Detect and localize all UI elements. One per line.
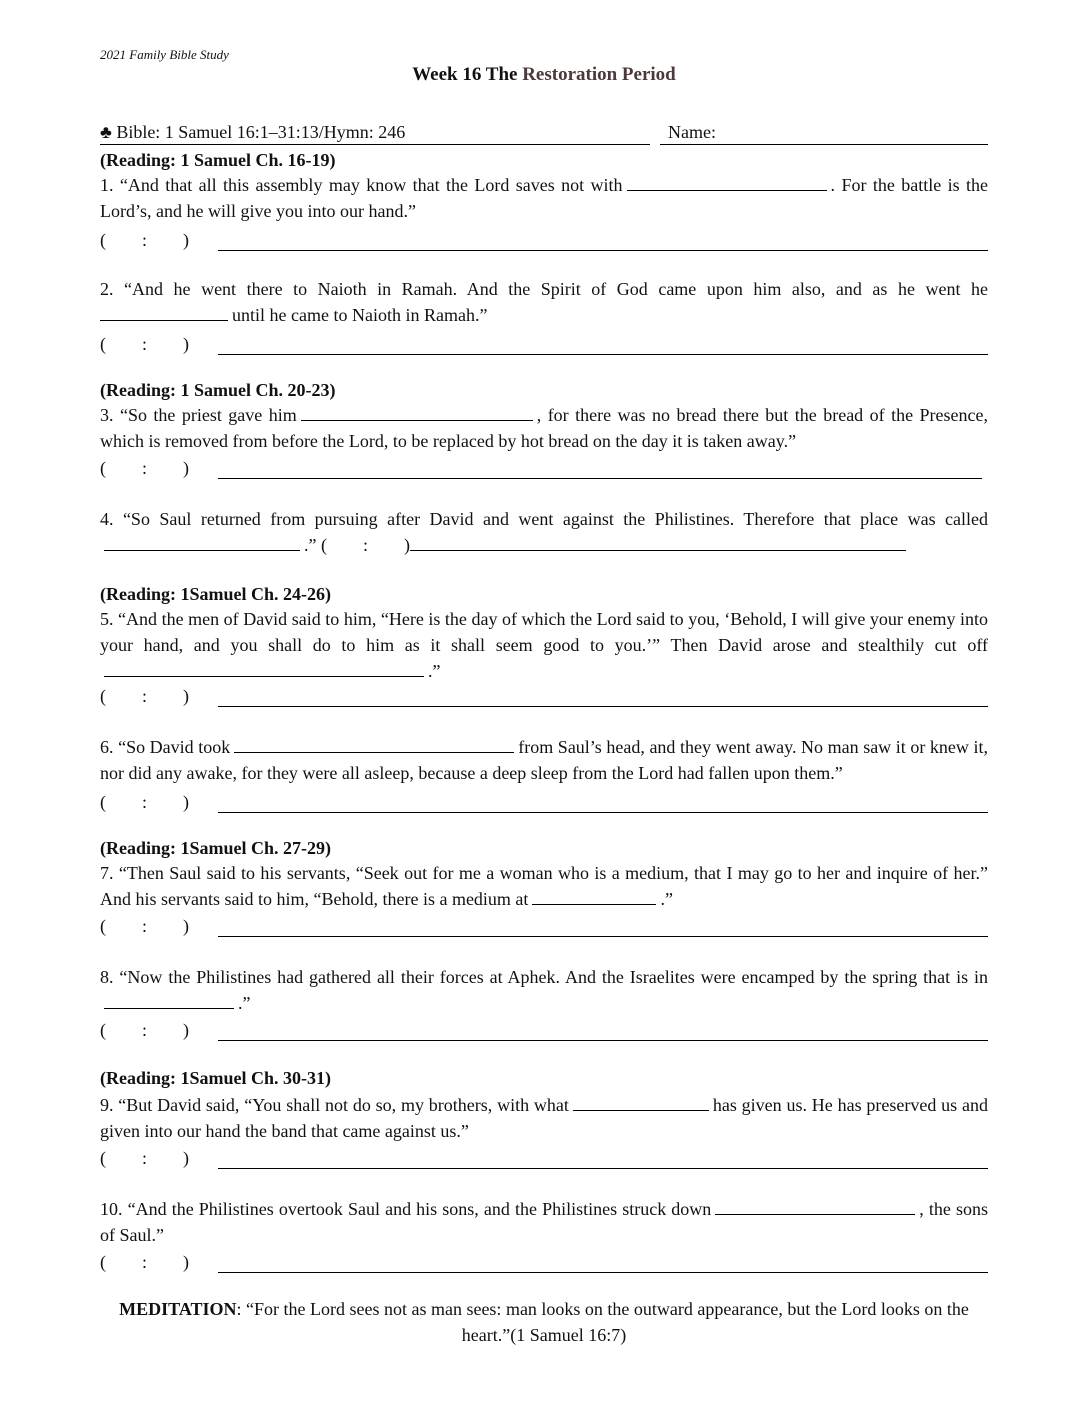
reference-row bbox=[100, 792, 988, 816]
reference-row bbox=[100, 230, 988, 254]
series-label: 2021 Family Bible Study bbox=[100, 47, 229, 62]
reference-answer-line[interactable] bbox=[218, 706, 988, 707]
reference-parens: ( : ) bbox=[100, 916, 189, 936]
question-8: 8. “Now the Philistines had gathered all their forces at Aphek. And the Israelites were encamped by the spring that is in.” bbox=[100, 967, 988, 1013]
meditation-text: : “For the Lord sees not as man sees: man looks on the outward appearance, but the Lord looks on the heart.”(1 Samuel 16:7) bbox=[236, 1299, 969, 1345]
reference-parens: ( : ) bbox=[100, 686, 189, 706]
reference-answer-line[interactable] bbox=[218, 250, 988, 251]
reference-row bbox=[100, 916, 988, 940]
reference-parens: ( : ) bbox=[100, 230, 189, 250]
answer-blank[interactable] bbox=[104, 658, 424, 677]
name-label: Name: bbox=[668, 122, 716, 142]
question-10: 10. “And the Philistines overtook Saul and his sons, and the Philistines struck down , the sons of Saul.” bbox=[100, 1196, 988, 1248]
reference-answer-line[interactable] bbox=[218, 478, 982, 479]
answer-blank[interactable] bbox=[104, 532, 300, 551]
question-9: 9. “But David said, “You shall not do so, my brothers, with what has given us. He has preserved us and given into our hand the band that came against us.” bbox=[100, 1092, 988, 1144]
reference-row bbox=[100, 1020, 988, 1044]
reference-parens: ( : ) bbox=[100, 1252, 189, 1272]
bible-reference: ♣ Bible: 1 Samuel 16:1–31:13/Hymn: 246 bbox=[100, 122, 406, 142]
reference-answer-line[interactable] bbox=[218, 1272, 988, 1273]
question-2: 2. “And he went there to Naioth in Ramah. And the Spirit of God came upon him also, and as he went he until he came to Naioth in Ramah.” bbox=[100, 279, 988, 325]
section-heading: (Reading: 1 Samuel Ch. 20-23) bbox=[100, 380, 336, 400]
reference-row bbox=[100, 334, 988, 358]
answer-blank[interactable] bbox=[104, 990, 234, 1009]
name-field[interactable] bbox=[660, 144, 988, 145]
answer-blank[interactable] bbox=[100, 302, 228, 321]
reference-row bbox=[100, 686, 988, 710]
reference-answer-line[interactable] bbox=[218, 1168, 988, 1169]
meditation-label: MEDITATION bbox=[119, 1299, 237, 1319]
title-prefix: Week 16 The bbox=[412, 64, 523, 85]
reference-parens: ( : ) bbox=[100, 458, 189, 478]
question-7: 7. “Then Saul said to his servants, “Seek out for me a woman who is a medium, that I may go to her and inquire of her.” And his servants said to him, “Behold, there is a medium at .” bbox=[100, 863, 988, 909]
answer-blank[interactable] bbox=[301, 402, 533, 421]
reference-row bbox=[100, 1148, 988, 1172]
reference-answer-line[interactable] bbox=[218, 354, 988, 355]
reference-answer-line[interactable] bbox=[218, 1040, 988, 1041]
reference-parens: ( : ) bbox=[321, 535, 410, 555]
section-heading: (Reading: 1Samuel Ch. 30-31) bbox=[100, 1068, 332, 1088]
answer-blank[interactable] bbox=[234, 734, 514, 753]
reference-answer-line[interactable] bbox=[410, 532, 906, 551]
reference-row bbox=[100, 458, 988, 482]
answer-blank[interactable] bbox=[627, 172, 827, 191]
reference-parens: ( : ) bbox=[100, 792, 189, 812]
reference-answer-line[interactable] bbox=[218, 812, 988, 813]
reference-row bbox=[100, 1252, 988, 1276]
title-accent: Restoration Period bbox=[522, 64, 676, 85]
reference-parens: ( : ) bbox=[100, 1020, 189, 1040]
question-5: 5. “And the men of David said to him, “Here is the day of which the Lord said to you, ‘Behold, I will give your enemy into your hand, and you shall do to him as it shall seem good to you.’” Then David arose and stealthily cut off.” bbox=[100, 609, 988, 681]
section-heading: (Reading: 1Samuel Ch. 27-29) bbox=[100, 838, 332, 858]
question-4: 4. “So Saul returned from pursuing after David and went against the Philistines. Therefore that place was called.” ( : ) bbox=[100, 509, 988, 555]
section-heading: (Reading: 1Samuel Ch. 24-26) bbox=[100, 584, 332, 604]
answer-blank[interactable] bbox=[532, 886, 656, 905]
meditation bbox=[100, 1296, 988, 1348]
question-6: 6. “So David took from Saul’s head, and they went away. No man saw it or knew it, nor did any awake, for they were all asleep, because a deep sleep from the Lord had fallen upon them.” bbox=[100, 734, 988, 786]
reference-parens: ( : ) bbox=[100, 1148, 189, 1168]
answer-blank[interactable] bbox=[715, 1196, 915, 1215]
page-title bbox=[100, 64, 988, 86]
question-3: 3. “So the priest gave him , for there was no bread there but the bread of the Presence, which is removed from before the Lord, to be replaced by hot bread on the day it is taken away.” bbox=[100, 402, 988, 454]
bible-underline bbox=[100, 144, 650, 145]
reference-answer-line[interactable] bbox=[218, 936, 988, 937]
answer-blank[interactable] bbox=[573, 1092, 709, 1111]
reference-parens: ( : ) bbox=[100, 334, 189, 354]
section-heading: (Reading: 1 Samuel Ch. 16-19) bbox=[100, 150, 336, 170]
question-1: 1. “And that all this assembly may know that the Lord saves not with . For the battle is the Lord’s, and he will give you into our hand.” bbox=[100, 172, 988, 224]
